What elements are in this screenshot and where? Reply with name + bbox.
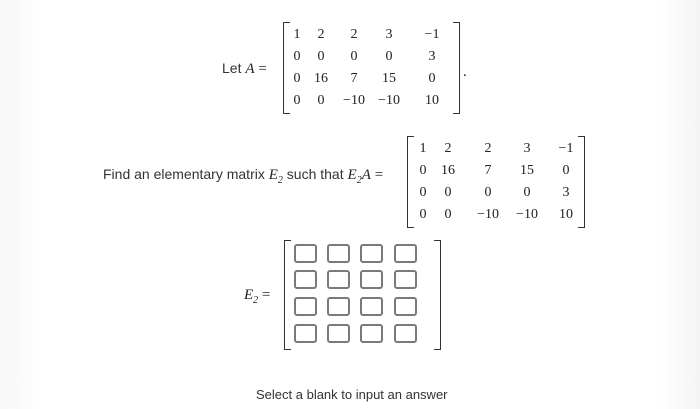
e2-inline <box>268 167 283 186</box>
matrix-b-cell-r3-c1: 0 <box>419 185 427 200</box>
equals-sign: = <box>258 61 267 77</box>
answer-input-r1-c4[interactable] <box>394 244 417 263</box>
matrix-b-cell-r3-c2: 0 <box>444 185 452 200</box>
answer-input-r2-c2[interactable] <box>327 270 350 289</box>
e2-letter: E <box>268 167 278 183</box>
matrix-a-cell-r3-c4: 15 <box>382 71 396 86</box>
answer-input-r3-c3[interactable] <box>360 297 383 316</box>
matrix-a-cell-r3-c2: 16 <box>314 71 328 86</box>
matrix-a-cell-r2-c3: 0 <box>350 49 358 64</box>
let-word: Let <box>222 60 242 76</box>
answer-matrix <box>284 240 441 350</box>
question-equals: = <box>374 167 384 183</box>
matrix-b-cell-r2-c5: 0 <box>562 163 570 178</box>
answer-input-r2-c1[interactable] <box>294 270 317 289</box>
answer-equals: = <box>261 287 271 303</box>
answer-input-r1-c2[interactable] <box>327 244 350 263</box>
question-prefix: Find an elementary matrix <box>103 166 265 182</box>
matrix-a-cell-r3-c5: 0 <box>428 71 436 86</box>
matrix-a-cell-r2-c2: 0 <box>317 49 325 64</box>
matrix-a-cell-r1-c3: 2 <box>350 27 358 42</box>
matrix-b-cell-r4-c2: 0 <box>444 207 452 222</box>
answer-input-r2-c4[interactable] <box>394 270 417 289</box>
answer-input-r4-c1[interactable] <box>294 324 317 343</box>
matrix-b-cell-r3-c4: 0 <box>523 185 531 200</box>
answer-input-r4-c2[interactable] <box>327 324 350 343</box>
matrix-b-cell-r2-c1: 0 <box>419 163 427 178</box>
matrix-b <box>407 136 585 228</box>
matrix-a-cell-r3-c1: 0 <box>293 71 301 86</box>
let-label <box>222 60 267 78</box>
question-text <box>103 166 383 186</box>
such-that: such that <box>286 166 344 182</box>
matrix-a-cell-r4-c5: 10 <box>425 93 439 108</box>
answer-input-r4-c4[interactable] <box>394 324 417 343</box>
answer-e: E <box>244 287 254 303</box>
answer-input-r3-c1[interactable] <box>294 297 317 316</box>
matrix-a-name: A <box>245 61 255 77</box>
matrix-a-cell-r2-c4: 0 <box>385 49 393 64</box>
answer-label <box>244 287 270 306</box>
matrix-a-cell-r3-c3: 7 <box>350 71 358 86</box>
status-text: Select a blank to input an answer <box>256 387 448 402</box>
matrix-a-cell-r1-c5: −1 <box>424 27 440 42</box>
matrix-b-cell-r2-c2: 16 <box>441 163 455 178</box>
e2-subscript: 2 <box>277 175 283 186</box>
answer-input-r1-c1[interactable] <box>294 244 317 263</box>
e2a-matrix-name: A <box>361 167 371 183</box>
matrix-b-cell-r1-c4: 3 <box>523 141 531 156</box>
matrix-b-cell-r2-c4: 15 <box>520 163 534 178</box>
answer-input-r1-c3[interactable] <box>360 244 383 263</box>
e2a-inline <box>347 167 371 186</box>
matrix-b-cell-r4-c1: 0 <box>419 207 427 222</box>
e2a-letter: E <box>347 167 357 183</box>
matrix-b-cell-r3-c5: 3 <box>562 185 570 200</box>
answer-subscript: 2 <box>253 295 259 306</box>
matrix-a-cell-r2-c5: 3 <box>428 49 436 64</box>
matrix-b-cell-r2-c3: 7 <box>484 163 492 178</box>
e2a-subscript: 2 <box>356 175 362 186</box>
matrix-b-cell-r4-c5: 10 <box>559 207 573 222</box>
matrix-b-cell-r3-c3: 0 <box>484 185 492 200</box>
matrix-a-cell-r1-c4: 3 <box>385 27 393 42</box>
matrix-b-cell-r1-c1: 1 <box>419 141 427 156</box>
matrix-b-cell-r1-c3: 2 <box>484 141 492 156</box>
matrix-b-cell-r1-c5: −1 <box>558 141 574 156</box>
answer-input-r4-c3[interactable] <box>360 324 383 343</box>
matrix-a-cell-r2-c1: 0 <box>293 49 301 64</box>
answer-input-r3-c2[interactable] <box>327 297 350 316</box>
matrix-a <box>283 22 460 114</box>
answer-input-r2-c3[interactable] <box>360 270 383 289</box>
matrix-b-cell-r1-c2: 2 <box>444 141 452 156</box>
matrix-a-cell-r4-c2: 0 <box>317 93 325 108</box>
matrix-a-cell-r1-c1: 1 <box>293 27 301 42</box>
matrix-a-cell-r1-c2: 2 <box>317 27 325 42</box>
matrix-a-cell-r4-c1: 0 <box>293 93 301 108</box>
matrix-b-cell-r4-c4: −10 <box>516 207 538 222</box>
matrix-b-cell-r4-c3: −10 <box>477 207 499 222</box>
period: . <box>463 64 467 80</box>
matrix-a-cell-r4-c3: −10 <box>343 93 365 108</box>
answer-input-r3-c4[interactable] <box>394 297 417 316</box>
matrix-a-cell-r4-c4: −10 <box>378 93 400 108</box>
